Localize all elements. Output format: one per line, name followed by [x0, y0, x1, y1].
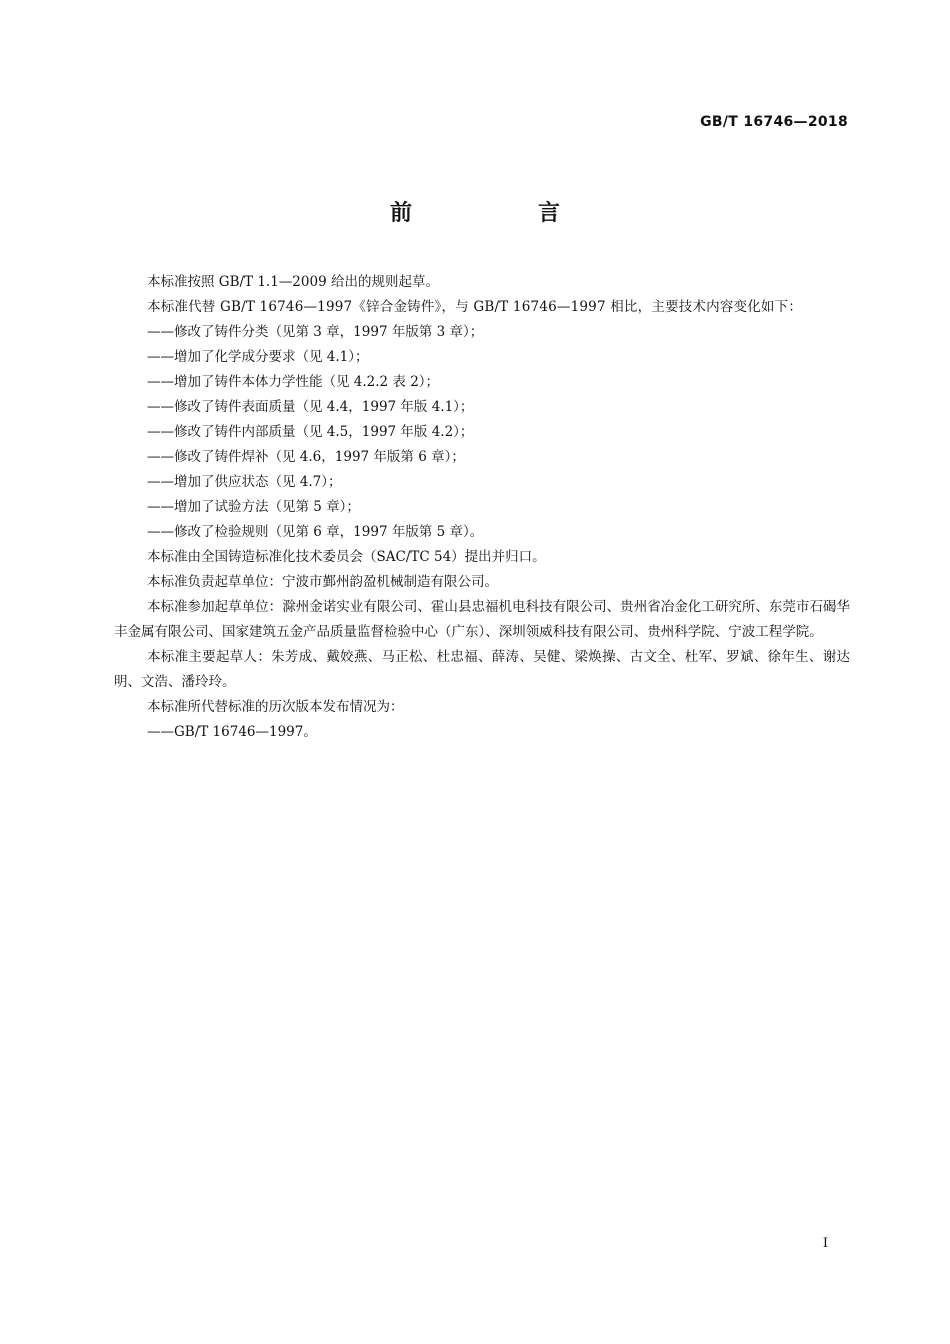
change-item: ——增加了化学成分要求（见 4.1）；	[147, 349, 369, 365]
paragraph-main-drafters: 本标准主要起草人：朱芳成、戴姣燕、马正松、杜忠福、薛涛、吴健、梁焕操、古文全、杜军、罗斌、徐年生、谢达明、文浩、潘玲玲。	[114, 649, 850, 690]
change-list	[114, 320, 850, 545]
standard-code: GB/T 16746—2018	[700, 114, 848, 130]
paragraph-responsible-drafter: 本标准负责起草单位：宁波市鄞州韵盈机械制造有限公司。	[147, 574, 498, 590]
change-item: ——修改了铸件表面质量（见 4.4，1997 年版 4.1）；	[147, 399, 474, 415]
paragraph-history-intro: 本标准所代替标准的历次版本发布情况为：	[147, 699, 404, 715]
history-item: ——GB/T 16746—1997。	[147, 724, 317, 740]
change-item: ——增加了铸件本体力学性能（见 4.2.2 表 2）；	[147, 374, 440, 390]
paragraph-participating-drafters: 本标准参加起草单位：滁州金诺实业有限公司、霍山县忠福机电科技有限公司、贵州省冶金化工研究所、东莞市石碣华丰金属有限公司、国家建筑五金产品质量监督检验中心（广东）、深圳领威科技有限公司、贵州科学院、宁波工程学院。	[114, 599, 850, 640]
page-title: 前 言	[389, 201, 612, 226]
change-item: ——修改了铸件焊补（见 4.6，1997 年版第 6 章）；	[147, 449, 465, 465]
change-item: ——修改了铸件内部质量（见 4.5，1997 年版 4.2）；	[147, 424, 474, 440]
page-number: Ⅰ	[822, 1236, 828, 1251]
paragraph-replacement: 本标准代替 GB/T 16746—1997《锌合金铸件》，与 GB/T 16746—1997 相比，主要技术内容变化如下：	[147, 299, 803, 315]
change-item: ——增加了试验方法（见第 5 章）；	[147, 499, 360, 515]
change-item: ——修改了检验规则（见第 6 章，1997 年版第 5 章）。	[147, 524, 484, 540]
change-item: ——增加了供应状态（见 4.7）；	[147, 474, 342, 490]
paragraph-drafting-rules: 本标准按照 GB/T 1.1—2009 给出的规则起草。	[147, 274, 439, 290]
foreword-body	[114, 270, 850, 745]
paragraph-proposer: 本标准由全国铸造标准化技术委员会（SAC/TC 54）提出并归口。	[147, 549, 546, 565]
change-item: ——修改了铸件分类（见第 3 章，1997 年版第 3 章）；	[147, 324, 484, 340]
